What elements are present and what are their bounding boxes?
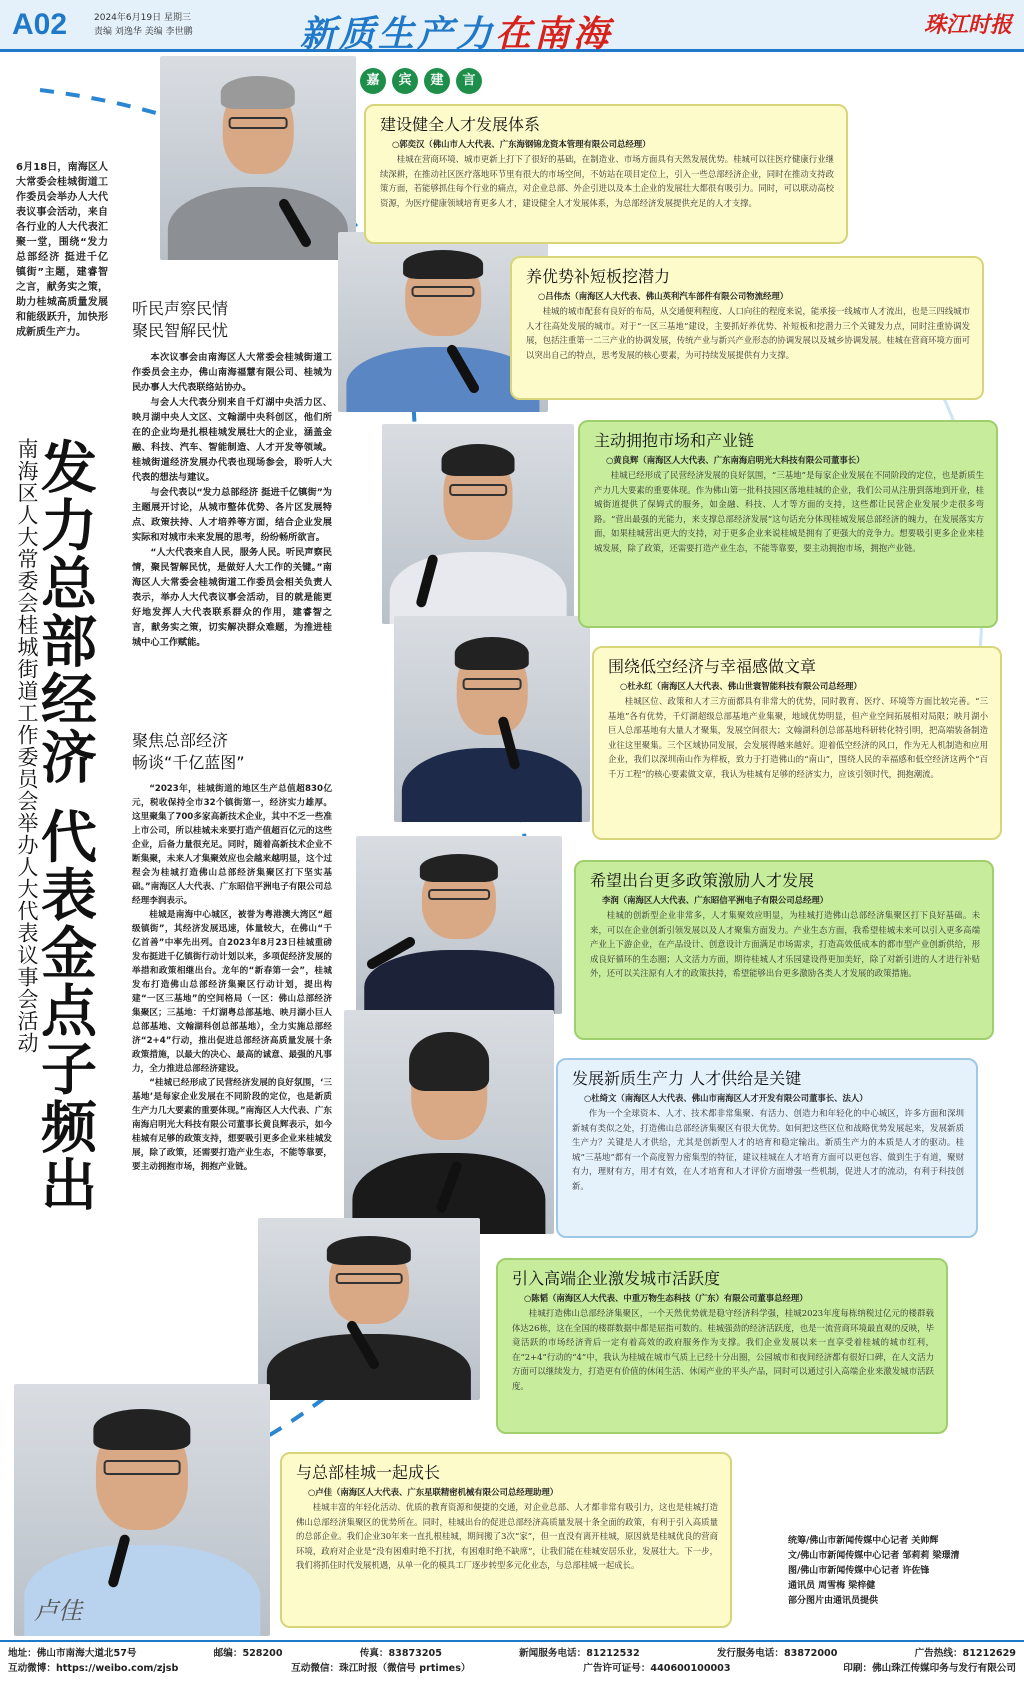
card-text: 作为一个全球资本、人才、技术都非常集聚、有活力、创造力和年轻化的中心城区，许多方面和深圳新城有类似之处，打造佛山总部经济集聚区有很大优势。如何把这些区位和战略优势发展起来，发展新质生产力？关键是人才供给，尤其是创新型人才的培育和稳定输出。新质生产力的本质是人才的驱动。桂城“三基地”都有一个高度智力密集型的特征，建议桂城在人才培育方面可以更包容、做到生于有道，聚财有力，理财有方，用才有效，在人才培育和人才评价方面增强一些机制，促进人才的流动，有利于科技创新。 <box>572 1108 964 1191</box>
section-banner <box>300 6 612 57</box>
paragraph: 本次议事会由南海区人大常委会桂城街道工作委员会主办，佛山南海福慧有限公司、桂城为民办事人大代表联络站协办。 <box>132 352 332 393</box>
card-title: 围绕低空经济与幸福感做文章 <box>608 657 817 676</box>
issue-date: 2024年6月19日 星期三 <box>94 13 191 23</box>
footer-distribution-phone: 发行服务电话：83872000 <box>716 1648 838 1659</box>
paragraph: “人大代表来自人民，服务人民。听民声察民情，聚民智解民忧，是做好人大工作的关键。”南海区人大常委会桂城街道工作委员会相关负责人表示，举办人大代表议事会活动，目的就是能更好地发挥人大代表联系群众的作用，建睿智之言，献务实之策，切实解决群众难题，为推进桂城中心工作赋能。 <box>132 547 332 648</box>
footer-news-phone: 新闻服务电话：81212532 <box>519 1648 640 1659</box>
card-speaker: 李润（南海区人大代表、广东昭信平洲电子有限公司总经理） <box>602 895 829 905</box>
speaker-photo-4 <box>394 616 590 822</box>
footer-row-2 <box>8 1661 1016 1676</box>
guest-card-6 <box>556 1058 978 1238</box>
card-speaker: ○陈韬（南海区人大代表、中重万物生态科技（广东）有限公司董事总经理） <box>524 1293 808 1303</box>
footer-fax: 传真：83873205 <box>359 1648 442 1659</box>
card-speaker: ○郭奕汉（佛山市人大代表、广东海钢锦龙资本管理有限公司总经理） <box>392 139 651 149</box>
section-2-title <box>132 730 332 774</box>
card-speaker: ○黄良辉（南海区人大代表、广东南海启明光大科技有限公司董事长） <box>606 455 865 465</box>
guest-card-4 <box>592 646 1002 840</box>
section-1 <box>132 298 332 650</box>
credit-line: 统筹/佛山市新闻传媒中心记者 关帅辉 <box>788 1536 939 1546</box>
headline-main: 发力总部经济 代表金点子频出 <box>32 438 97 1214</box>
footer-ad-hotline: 广告热线：81212629 <box>914 1648 1016 1659</box>
section-1-body <box>132 350 332 650</box>
footer-address: 地址：佛山市南海大道北57号 <box>8 1648 137 1659</box>
guest-card-5 <box>574 860 994 1040</box>
card-title: 引入高端企业激发城市活跃度 <box>512 1269 721 1288</box>
footer-row-1 <box>8 1646 1016 1661</box>
guest-label-char: 宾 <box>392 68 418 94</box>
card-speaker: ○杜永红（南海区人大代表、佛山世寰智能科技有限公司总经理） <box>620 681 862 691</box>
card-text: 桂城丰富的年轻化活动、优质的教育资源和便捷的交通，对企业总部、人才都非常有吸引力，这也是桂城打造佛山总部经济集聚区的优势所在。同时，桂城出台的促进总部经济高质量发展十条全面的政策，有利于引入高质量的总部企业。我们企业30年来一直扎根桂城，期间搬了3次“家”，但一直没有离开桂城，原因就是桂城优良的营商环境，政府对企业是“没有困难时绝不打扰，有困难时绝不缺席”，让我们能在桂城安居乐业，发展壮大。下一步，我们将抓住时代发展机遇，从单一化的模具工厂逐步转型多元化业态，与总部桂城一起成长。 <box>296 1502 718 1571</box>
card-speaker: ○杜绮文（南海区人大代表、佛山市南海区人才开发有限公司董事长、法人） <box>584 1093 868 1103</box>
page-number: A02 <box>12 8 68 41</box>
byline-credits <box>788 1534 960 1609</box>
paragraph: 与会人大代表分别来自千灯湖中央活力区、映月湖中央人文区、文翰湖中央科创区，他们所在的企业均是扎根桂城发展壮大的企业，涵盖金融、科技、汽车、智能制造、人才开发等领域。桂城街道经济发展办代表也现场参会，聆听人大代表的想法与建议。 <box>132 397 332 483</box>
guest-card-8 <box>280 1452 732 1628</box>
paragraph: 与会代表以“发力总部经济 挺进千亿镇街”为主题展开讨论，从城市整体优势、各片区发展特点、政策扶持、人才培养等方面，结合企业发展实际和对城市未来发展的思考，纷纷畅所欲言。 <box>132 487 332 543</box>
card-speaker: ○卢佳（南海区人大代表、广东星联精密机械有限公司总经理助理） <box>308 1487 559 1497</box>
footer-ad-license: 广告许可证号：440600100003 <box>583 1663 731 1674</box>
photo-caption: 卢佳 <box>34 1597 82 1625</box>
card-text: 桂城在营商环境、城市更新上打下了很好的基础，在制造业、市场方面具有天然发展优势。桂城可以往医疗健康行业继续深耕，在推动社区医疗落地环节里有很大的市场空间，不妨站在项目定位上，引入一些总部经济企业，同时在推动支持政策方面，若能够抓住每个行业的痛点，对企业总部、外企引进以及本土企业的发展壮大都很有吸引力。同时，可以联动高校资源，为医疗健康领域培育更多人才，建设健全人才发展体系，为总部经济发展提供充足的人才支撑。 <box>380 154 834 208</box>
guest-label-char: 嘉 <box>360 68 386 94</box>
guest-card-3 <box>578 420 998 628</box>
card-title: 发展新质生产力 人才供给是关键 <box>572 1069 802 1088</box>
section-1-title-line2: 聚民智解民忧 <box>132 321 229 340</box>
guest-card-7 <box>496 1258 948 1434</box>
guest-label-char: 言 <box>456 68 482 94</box>
card-title: 主动拥抱市场和产业链 <box>594 431 755 450</box>
card-text: 桂城已经形成了民营经济发展的良好氛围，“三基地”是每家企业发展在不同阶段的定位，也是新质生产力几大要素的重要体现。作为佛山第一批科技园区落地桂城的企业，我们公司从注册到落地到开业，桂城街道提供了保姆式的服务，如金融、科技、人才等方面的支持，这些都让民营企业发展少走很多弯路。“营出最强的光能力，来支撑总部经济发展”这句话充分体现桂城发展总部经济的魄力，在发展落实方面，如果桂城营出更大的支持，对于更多企业来说桂城是拥有了更强大的竞争力。想要吸引更多企业来桂城发展，除了政策，还需要打造产业生态，不能等靠要，要主动拥抱市场，拥抱产业链。 <box>594 470 984 553</box>
section-1-title-line1: 听民声察民情 <box>132 299 229 318</box>
lead-paragraph: 6月18日，南海区人大常委会桂城街道工作委员会举办人大代表议事会活动，来自各行业的人大代表汇聚一堂，围绕“发力总部经济 挺进千亿镇街”主题，建睿智之言，献务实之策，助力桂城高质量发展和能级跃升，加快形成新质生产力。 <box>16 162 108 338</box>
card-title: 建设健全人才发展体系 <box>380 115 541 134</box>
banner-part1: 新质生产力 <box>300 13 496 55</box>
issue-meta <box>94 11 193 39</box>
paragraph: “2023年，桂城街道的地区生产总值超830亿元，税收保持全市32个镇街第一，经济实力雄厚。这里聚集了700多家高新技术企业，其中不乏一些准上市公司，所以桂城未来要打造产值超百亿元的这些企业，后备力量很充足。同时，随着高新技术企业不断集聚，未来人才集聚效应也会越来越明显，这个过程会为桂城打造佛山总部经济集聚区打下坚实基础。”南海区人大代表、广东昭信平洲电子有限公司总经理李润表示。 <box>132 784 332 906</box>
newspaper-brand: 珠江时报 <box>923 12 1012 38</box>
guest-advice-label <box>360 68 482 94</box>
speaker-photo-6 <box>344 1010 554 1234</box>
page-footer <box>0 1640 1024 1681</box>
speaker-photo-8 <box>14 1384 270 1636</box>
section-2-title-line1: 聚焦总部经济 <box>132 731 229 750</box>
credit-line: 通讯员 周雪梅 梁梓健 <box>788 1581 876 1591</box>
issue-editors: 责编 刘逸华 美编 李世鹏 <box>94 27 193 37</box>
guest-label-char: 建 <box>424 68 450 94</box>
paragraph: “桂城已经形成了民营经济发展的良好氛围，‘三基地’是每家企业发展在不同阶段的定位，也是新质生产力几大要素的重要体现。”南海区人大代表、广东南海启明光大科技有限公司董事长黄良辉表示，如今桂城有足够的政策支持，想要吸引更多企业来桂城发展，除了政策，还需要打造产业生态，不能等靠要，要主动拥抱市场，拥抱产业链。 <box>132 1078 332 1172</box>
footer-postcode: 邮编：528200 <box>213 1648 283 1659</box>
speaker-photo-3 <box>382 424 574 624</box>
guest-card-2 <box>510 256 984 400</box>
card-text: 桂城的城市配套有良好的布局，从交通便利程度、人口向往的程度来说，能承接一线城市人才流出，也是三四线城市人才往高处发展的城市。对于“一区三基地”建设，主要抓好养优势、补短板和挖潜力三个关键发力点，同时注重协调发展，包括注重第一二三产业的协调发展，传统产业与新兴产业形态的协调发展以及城乡协调发展。桂城在营商环境方面可以突出自己的特点，思考发展的核心要素，为可持续发展提供有力支撑。 <box>526 306 970 360</box>
footer-weibo: 互动微博：https://weibo.com/zjsb <box>8 1663 179 1674</box>
section-2-body <box>132 782 332 1174</box>
card-title: 希望出台更多政策激励人才发展 <box>590 871 815 890</box>
card-title: 养优势补短板挖潜力 <box>526 267 671 286</box>
credit-line: 文/佛山市新闻传媒中心记者 邹莉莉 梁璟清 <box>788 1551 960 1561</box>
credit-line: 图/佛山市新闻传媒中心记者 许佐锋 <box>788 1566 930 1576</box>
headline-sub: 南海区人大常委会桂城街道工作委员会举办人大代表议事会活动 <box>15 438 39 1054</box>
speaker-photo-7 <box>258 1218 480 1400</box>
card-title: 与总部桂城一起成长 <box>296 1463 441 1482</box>
card-speaker: ○吕伟杰（南海区人大代表、佛山英利汽车部件有限公司物流经理） <box>538 291 789 301</box>
section-1-title <box>132 298 332 342</box>
card-text: 桂城区位、政策和人才三方面都具有非常大的优势，同时教育、医疗、环境等方面比较完善。“三基地”各有优势，千灯湖超级总部基地产业集聚，地域优势明显，但产业空间拓展相对局限；映月湖小巨人总部基地有大量人才聚集，发展空间很大；文翰湖科创总部基地科研转化特引明，把高端装备制造业往这里聚集。三个区域协同发展，会发展得越来越好。迎着低空经济的风口，作为无人机制造和应用企业，我们以深圳南山作为样板，致力于打造佛山的“南山”，围绕人民的幸福感和低空经济这两个“百千万工程”的核心要素做文章，我认为桂城有足够的经济实力，应该引领时代，拥抱潮流。 <box>608 696 988 779</box>
banner-part2: 在南海 <box>495 13 613 55</box>
paragraph: 桂城是南海中心城区，被誉为粤港澳大湾区“超级镇街”，其经济发展迅速，体量较大，在佛山“千亿首善”中率先出列。自2023年8月23日桂城重磅发布挺进千亿镇街行动计划以来，多项促经济发展的举措和政策相继出台。龙年的“新春第一会”，桂城发布打造佛山总部经济集聚区行动计划，提出构建“一区三基地”的空间格局（一区：佛山总部经济集聚区；三基地：千灯湖粤总部基地、映月湖小巨人总部基地、文翰湖科创总部基地），全力实施总部经济“2+4”行动，推出促进总部经济高质量发展十条政策措施，以最大的决心、最高的诚意、最强的凡事力，全力推进总部经济建设。 <box>132 910 332 1074</box>
speaker-photo-5 <box>356 836 562 1014</box>
speaker-photo-1 <box>160 56 356 260</box>
page-header <box>0 0 1024 55</box>
section-2-title-line2: 畅谈“千亿蓝图” <box>132 753 245 772</box>
guest-card-1 <box>364 104 848 244</box>
credit-line: 部分图片由通讯员提供 <box>788 1596 879 1606</box>
footer-wechat: 互动微信：珠江时报（微信号 prtimes） <box>291 1663 471 1674</box>
card-text: 桂城的创新型企业非常多，人才集聚效应明显，为桂城打造佛山总部经济集聚区打下良好基础。未来，可以在企业创新引领发展以及人才聚集方面发力。产业生态方面，我希望桂城未来可以引入更多高端产业上下游企业，在产品设计、创意设计方面满足市场需求，打造高效低成本的都市型产业创新供给，形成良好循环的生态圈；人文活力方面，期待桂城人才乐园建设得更加美好，除了对新引进的人才进行补贴外，还可以关注原有人才的政策扶持，希望能够出台更多激励各类人才发展的政策措施。 <box>590 910 980 979</box>
section-2 <box>132 730 332 1174</box>
card-text: 桂城打造佛山总部经济集聚区，一个天然优势就是稳守经济科学强，桂城2023年度每栋纳税过亿元的楼群载体达26栋，这在全国的楼群数据中都是屈指可数的。桂城强劲的经济活跃度，也是一流营商环境最直观的反映，毕竟活跃的市场经济背后一定有着高效的政府服务作为支撑。我们企业发展以来一直享受着桂城的城市红利，在“2+4”行动的“4”中，我认为桂城在城市气质上已经十分出圈，公园城市和夜间经济都有很好口碑，在人文活力方面可以继续发力，打造更有价值的休闲生活、休闲产业的平头产品，同时可以通过引入高端企业来激发城市活跃度。 <box>512 1308 934 1391</box>
footer-printer: 印刷：佛山珠江传媒印务与发行有限公司 <box>843 1663 1016 1674</box>
